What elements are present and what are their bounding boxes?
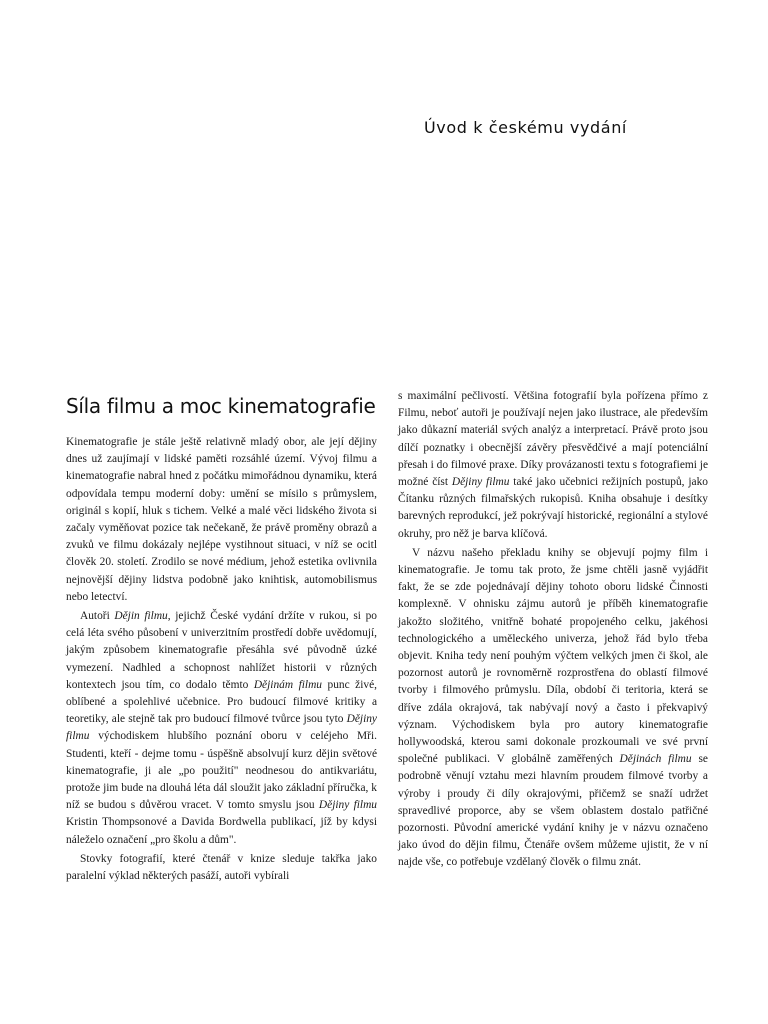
text-run: se podrobně věnují vztahu mezi hlavním proudem filmové tvorby a výroby i proudy či díly okrajovými, přičemž se snaží udržet spravedlivé proporce, aby se všem oblastem dostalo patřičné pozornosti. Původní americké vydání knihy je v názvu označeno jako úvod do dějin filmu, Čtenáře ovšem můžeme ujistit, že v ní najde vše, co potřebuje vzdělaný člověk o filmu znát. xyxy=(398,753,708,869)
text-run: východiskem hlubšího poznání oboru v celéjeho Mři. Studenti, kteří - dejme tomu - úspěšně absolvují kurz dějin světové kinematografie, ji ale „po použití" neodnesou do antikvariátu, protože jim bude na dlouhá léta dál sloužit jako základní příručka, k níž se budou s důvěrou vracet. V tomto smyslu jsou xyxy=(66,730,377,812)
italic-run: Dějinách filmu xyxy=(619,753,692,766)
italic-run: Dějiny filmu xyxy=(318,799,377,812)
text-run: punc živé, oblíbené a spolehlivé učebnice. Pro budoucí filmové kritiky a teoretiky, ale stejně tak pro budoucí filmové tvůrce jsou tyto xyxy=(66,678,378,726)
paragraph xyxy=(66,434,377,606)
italic-run: Dějiny filmu xyxy=(451,476,510,489)
paragraph xyxy=(398,388,708,543)
text-run: Kristin Thompsonové a Davida Bordwella publikací, jíž by kdysi náleželo označení „pro školu a dům". xyxy=(66,816,377,846)
text-run: Autoři xyxy=(80,610,115,623)
right-text-column xyxy=(398,388,708,872)
text-run: s maximální pečlivostí. Většina fotografií byla pořízena přímo z Filmu, neboť autoři je používají nejen jako ilustrace, ale především jako důkazní materiál svých analýz a interpretací. Právě proto jsou dílčí poznatky i obecnější závěry přesvědčivé a mají potenciální přesah i do filmové praxe. Díky provázanosti textu s fotografiemi je možné číst xyxy=(398,390,708,489)
italic-run: Dějiny filmu xyxy=(66,713,377,743)
text-run: , jejichž České vydání držíte v rukou, si po celá léta svého působení v univerzitním prostředí dobře uvědomují, jakým způsobem kinematografie přesáhla své původně úzké vymezení. Nadhled a schopnost nahlížet historii v různých kontextech jsou tím, co dodalo těmto xyxy=(66,610,377,691)
text-run: Kinematografie je stále ještě relativně mladý obor, ale její dějiny dnes už zaujímají v lidské paměti rozsáhlé území. Vývoj filmu a kinematografie nabral hned z počátku mimořádnou dynamiku, která odpovídala tempu moderní doby: umění se mísilo s průmyslem, originál s kopií, hluk s tichem. Velké a malé věci lidského života si začaly vyměňovat pozice tak nečekaně, že právě proměny obrazů a zvuků ve filmu dokázaly nejlépe vystihnout situaci, v níž se ocitl člověk 20. století. Zrodilo se nové médium, jehož estetika ovlivnila nejnovější dějiny lidstva podobně jako knihtisk, automobilismus nebo letectví. xyxy=(66,436,377,603)
chapter-heading: Úvod k českému vydání xyxy=(424,118,627,137)
text-run: Stovky fotografií, které čtenář v knize sleduje takřka jako paralelní výklad některých pasáží, autoři vybírali xyxy=(66,852,377,883)
section-title: Síla filmu a moc kinematografie xyxy=(66,394,376,418)
text-run: také jako učebnici režijních postupů, jako Čítanku různých filmařských rukopisů. Kniha obsahuje i desítky barevných reprodukcí, jež pokrývají historické, regionální a stylové okruhy, pro něž je barva klíčová. xyxy=(398,476,708,540)
paragraph xyxy=(66,608,377,849)
italic-run: Dějin filmu xyxy=(114,610,168,623)
paragraph xyxy=(66,851,377,885)
left-text-column xyxy=(66,434,377,885)
italic-run: Dějinám filmu xyxy=(253,678,322,691)
text-run: V názvu našeho překladu knihy se objevují pojmy film i kinematografie. Je tomu tak proto, že jsme chtěli jasně vyjádřit fakt, že se zde pojednávají dějiny tohoto oboru lidské Činnosti komplexně. V ohnisku zájmu autorů je příběh kinematografie jakožto složitého, vnitřně bohaté propojeného celku, jakéhosi technologického a uměleckého univerza, jehož řád bylo třeba objevit. Kniha tedy není pouhým výčtem velkých jmen či škol, ale pozornost autorů je rovnoměrně rozprostřena do oblastí filmové tvorby i filmového průmyslu. Díla, období či teritoria, která se dříve zdála okrajová, tak nabývají nový a často i překvapivý význam. Východiskem byla pro autory kinematografie hollywoodská, kterou sami dokonale prozkoumali ve své první společné publikaci. V globálně zaměřených xyxy=(398,546,708,766)
paragraph xyxy=(398,545,708,872)
